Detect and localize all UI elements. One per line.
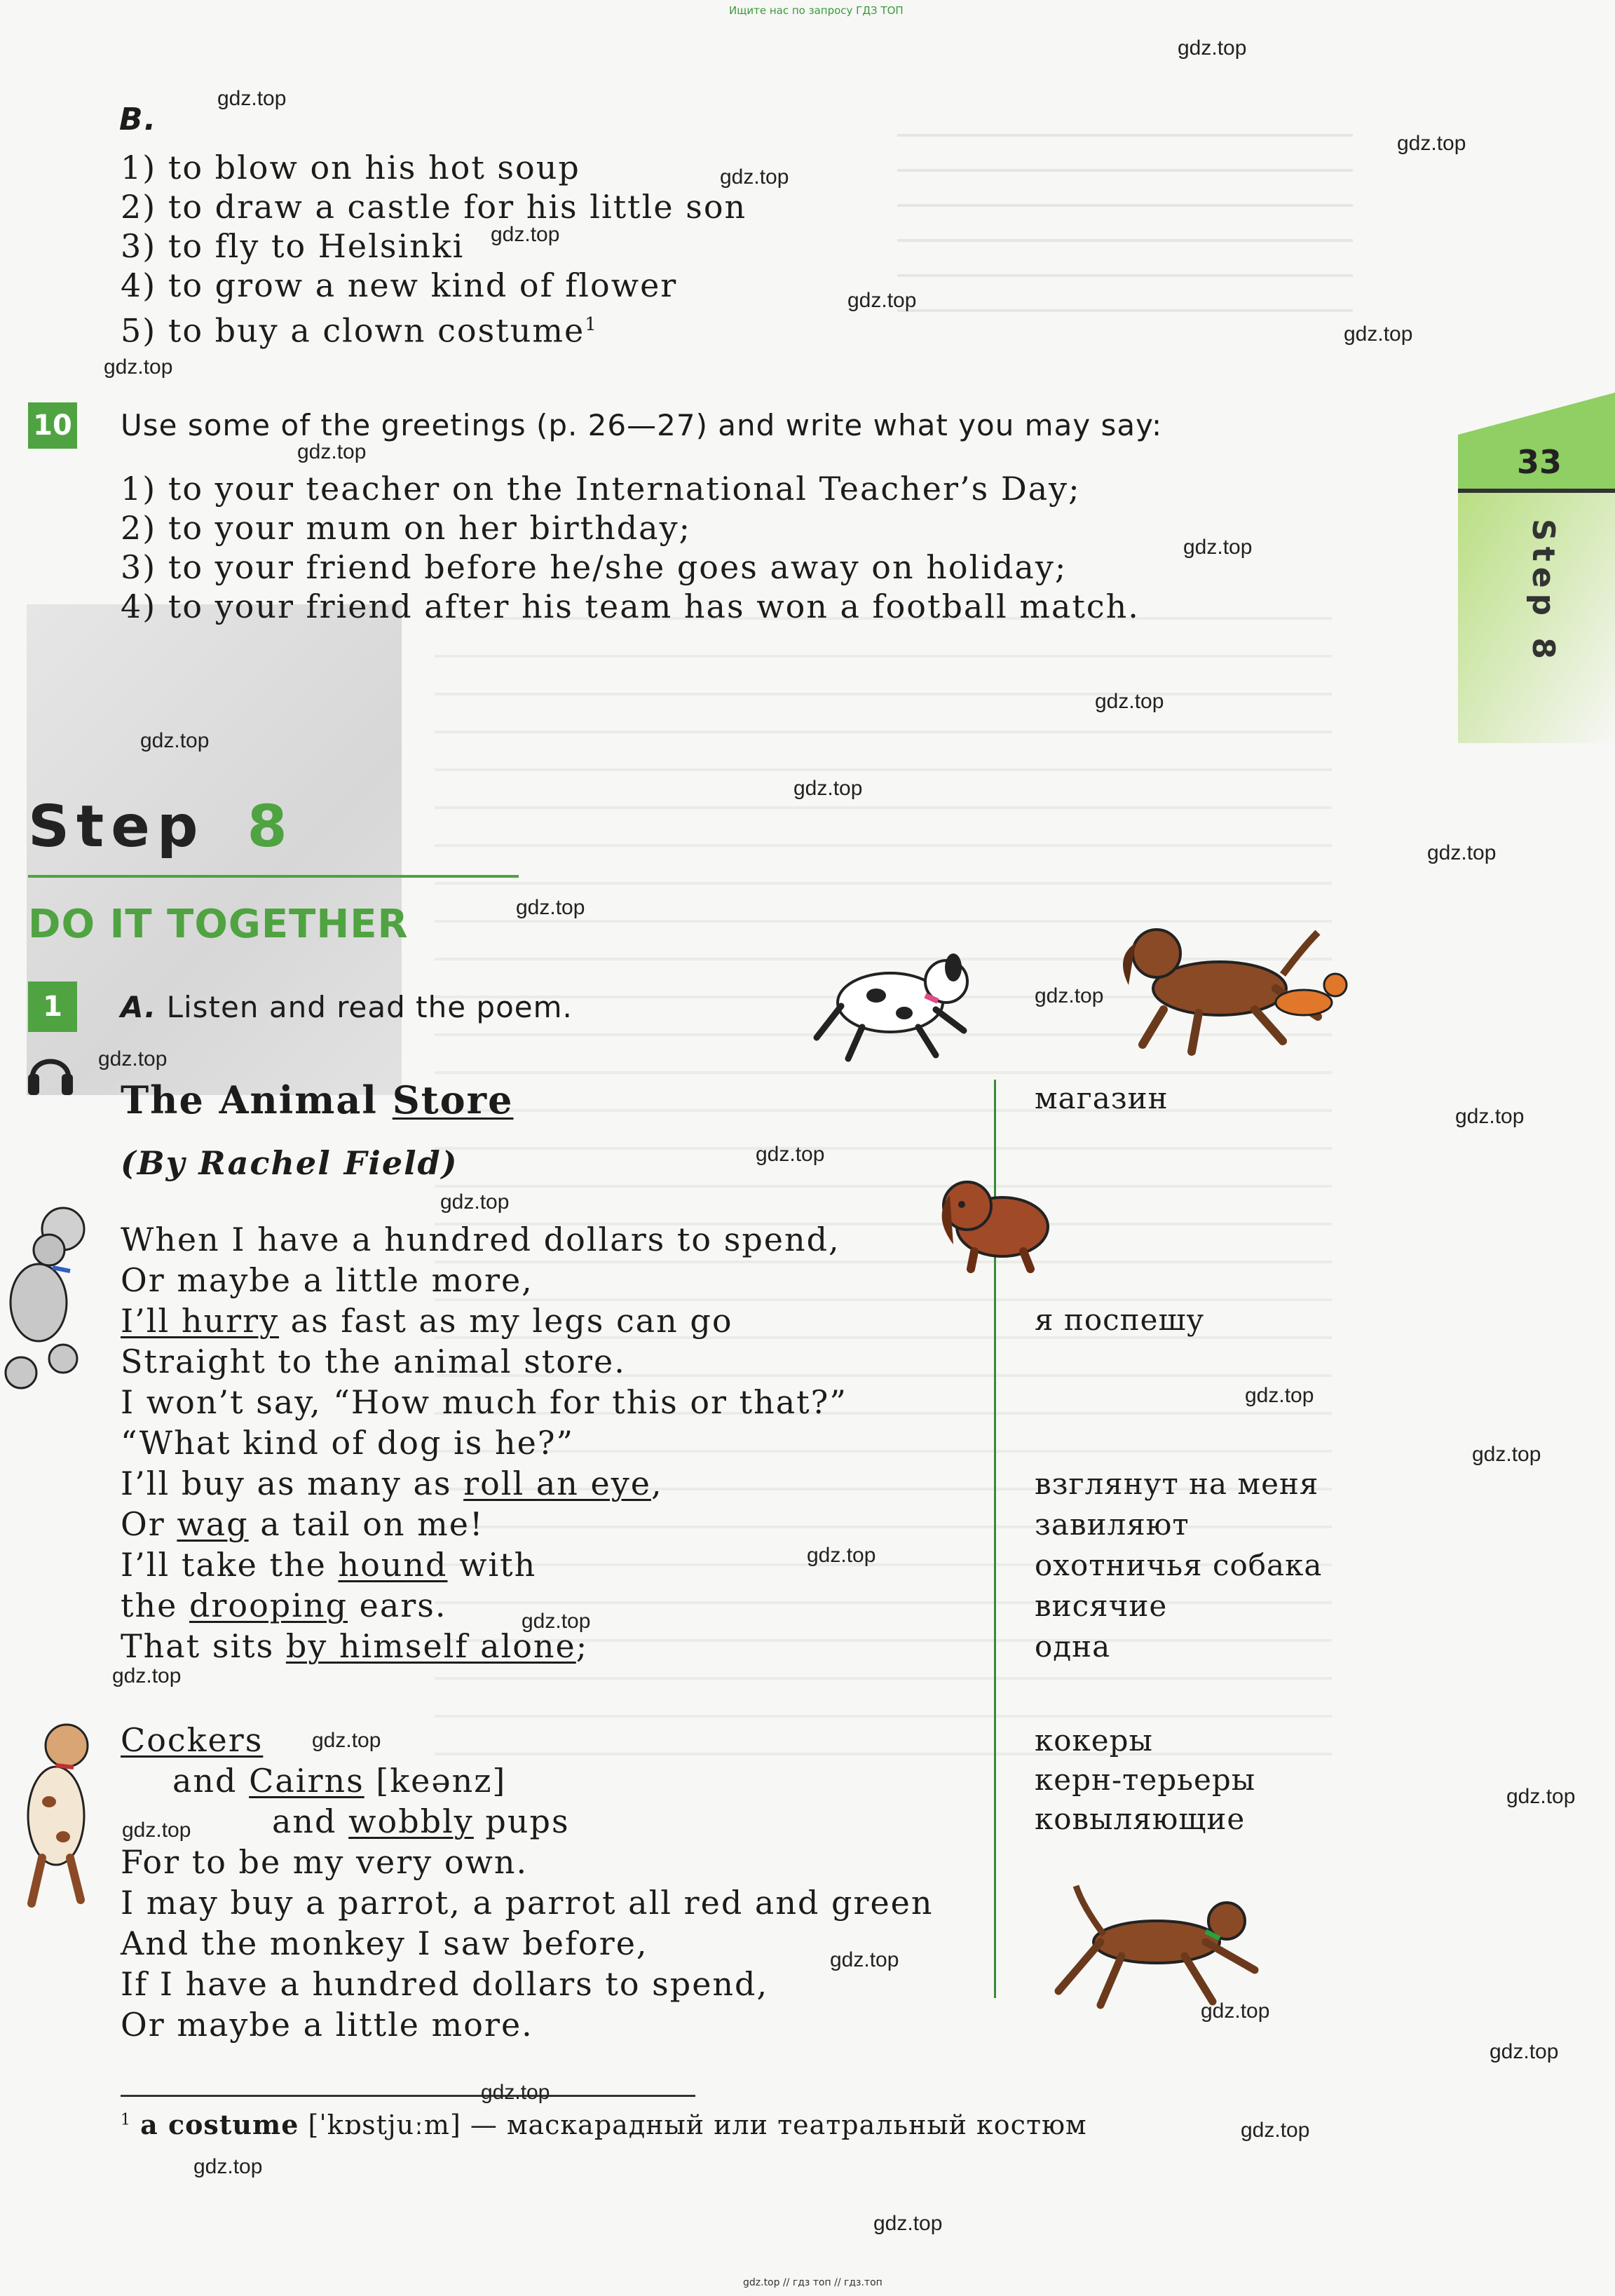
watermark: gdz.top [440, 1190, 510, 1214]
page-number: 33 [1517, 443, 1562, 481]
poem-line-8-start: Or [121, 1505, 177, 1543]
dalmatian-puppy-illustration [813, 939, 974, 1066]
watermark: gdz.top [1241, 2119, 1310, 2142]
gloss-hound: охотничья собака [1035, 1548, 1323, 1582]
poodle-illustration [0, 1197, 105, 1401]
poem-title [121, 1080, 513, 1120]
poem-line-11-start: That sits [121, 1627, 286, 1665]
watermark: gdz.top [847, 289, 917, 312]
exercise-10-item-4: 4) to your friend after his team has won a football match. [121, 587, 1140, 625]
watermark: gdz.top [793, 777, 863, 800]
poem-line-13 [172, 1760, 506, 1801]
bottom-note: gdz.top // гдз топ // гдз.топ [743, 2277, 883, 2288]
watermark: gdz.top [491, 223, 560, 246]
poem-line-11 [121, 1626, 588, 1666]
gloss-wag: завиляют [1035, 1507, 1190, 1542]
poem-line-14-start: and [272, 1802, 349, 1840]
running-hound-illustration [1044, 1872, 1269, 2012]
watermark: gdz.top [807, 1544, 876, 1567]
watermark: gdz.top [1095, 690, 1164, 713]
poem-line-3-rest: as fast as my legs can go [279, 1302, 733, 1340]
gloss-drooping: висячие [1035, 1589, 1168, 1623]
poem-word-wobbly: wobbly [348, 1802, 474, 1840]
poem-line-8 [121, 1504, 484, 1544]
watermark: gdz.top [1472, 1443, 1541, 1466]
watermark: gdz.top [98, 1047, 168, 1071]
poem-line-9 [121, 1544, 536, 1585]
footnote-number: 1 [121, 2111, 131, 2129]
poem-word-by-himself-alone: by himself alone [285, 1627, 576, 1665]
gloss-hurry: я поспешу [1035, 1303, 1205, 1337]
poem-line-13-end: [keənz] [364, 1762, 507, 1800]
gloss-roll-an-eye: взглянут на меня [1035, 1467, 1319, 1501]
footnote-text: [ˈkɒstjuːm] — маскарадный или театральный костюм [299, 2110, 1087, 2140]
poem-line-10-end: ears. [348, 1587, 447, 1624]
gloss-alone: одна [1035, 1629, 1111, 1664]
part-b-item-1: 1) to blow on his hot soup [121, 149, 580, 186]
gloss-cairns: керн-терьеры [1035, 1762, 1256, 1797]
dachshund-puppy-illustration [932, 1164, 1058, 1276]
poem-line-11-end: ; [575, 1627, 589, 1665]
poem-word-drooping: drooping [189, 1587, 348, 1624]
poem-word-hound: hound [338, 1546, 448, 1584]
step-word: Step [28, 794, 205, 860]
poem-line-7-start: I’ll buy as many as [121, 1465, 464, 1502]
poem-line-3 [121, 1300, 733, 1341]
poem-line-14-end: pups [473, 1802, 570, 1840]
poem-line-1: When I have a hundred dollars to spend, [121, 1221, 840, 1258]
poem-line-8-end: a tail on me! [248, 1505, 484, 1543]
brown-dogs-illustration [1093, 904, 1367, 1066]
poem-line-14 [272, 1801, 570, 1842]
watermark: gdz.top [104, 355, 173, 379]
poem-line-10 [121, 1585, 447, 1626]
step-heading [28, 794, 294, 860]
poem-line-2: Or maybe a little more, [121, 1261, 533, 1299]
poem-line-9-start: I’ll take the [121, 1546, 339, 1584]
part-b-item-3: 3) to fly to Helsinki [121, 227, 465, 265]
poem-line-15: For to be my very own. [121, 1843, 529, 1881]
watermark: gdz.top [312, 1729, 381, 1752]
footnote-ref: 1 [585, 314, 598, 335]
part-b-label: B. [119, 102, 158, 137]
poem-title-text: The Animal [121, 1078, 393, 1122]
watermark: gdz.top [1397, 132, 1466, 155]
watermark: gdz.top [756, 1143, 825, 1166]
watermark: gdz.top [522, 1610, 591, 1633]
watermark: gdz.top [112, 1664, 182, 1687]
poem-title-store: Store [392, 1078, 514, 1122]
gloss-cockers: кокеры [1035, 1723, 1153, 1758]
poem-line-10-start: the [121, 1587, 189, 1624]
exercise-1-label: A. [121, 990, 157, 1024]
exercise-1-text: Listen and read the poem. [166, 990, 573, 1024]
watermark: gdz.top [1183, 536, 1253, 559]
poem-line-6: “What kind of dog is he?” [121, 1424, 575, 1462]
poem-line-16: I may buy a parrot, a parrot all red and green [121, 1884, 934, 1922]
watermark: gdz.top [481, 2081, 550, 2104]
part-b-item-2: 2) to draw a castle for his little son [121, 188, 747, 226]
part-b-item-5 [121, 304, 598, 351]
top-note: Ищите нас по запросу ГДЗ ТОП [729, 4, 904, 17]
step-number: 8 [247, 794, 294, 860]
poem-word-hurry: I’ll hurry [121, 1302, 280, 1340]
watermark: gdz.top [297, 440, 367, 463]
exercise-10-instruction: Use some of the greetings (p. 26—27) and write what you may say: [121, 408, 1163, 442]
exercise-1-number: 1 [28, 981, 77, 1032]
footnote-word: a costume [140, 2109, 299, 2140]
watermark: gdz.top [516, 896, 585, 919]
page-tab-step-label: Step 8 [1525, 519, 1561, 665]
watermark: gdz.top [1035, 984, 1104, 1007]
exercise-10-number: 10 [28, 402, 77, 449]
watermark: gdz.top [122, 1819, 191, 1842]
watermark: gdz.top [1427, 841, 1497, 864]
poem-author: (By Rachel Field) [121, 1144, 458, 1182]
headphones-icon [27, 1046, 74, 1096]
poem-line-9-end: with [447, 1546, 537, 1584]
watermark: gdz.top [217, 87, 287, 110]
exercise-10-item-3: 3) to your friend before he/she goes away on holiday; [121, 548, 1068, 586]
section-heading: DO IT TOGETHER [28, 902, 409, 947]
watermark: gdz.top [1506, 1785, 1576, 1808]
watermark: gdz.top [1344, 322, 1413, 346]
poem-word-cockers: Cockers [121, 1721, 264, 1759]
watermark: gdz.top [720, 165, 789, 189]
page-tab [1458, 393, 1615, 743]
gloss-store: магазин [1035, 1081, 1168, 1115]
watermark: gdz.top [830, 1948, 899, 1971]
poem-word-roll-an-eye: roll an eye [463, 1465, 651, 1502]
poem-line-19: Or maybe a little more. [121, 2006, 533, 2044]
exercise-10-item-2: 2) to your mum on her birthday; [121, 509, 692, 547]
watermark: gdz.top [1455, 1105, 1525, 1128]
watermark: gdz.top [193, 2155, 263, 2178]
poem-line-7 [121, 1463, 663, 1504]
poem-line-17: And the monkey I saw before, [121, 1924, 648, 1962]
poem-line-4: Straight to the animal store. [121, 1343, 626, 1380]
exercise-10-item-1: 1) to your teacher on the International Teacher’s Day; [121, 470, 1081, 508]
poem-line-18: If I have a hundred dollars to spend, [121, 1965, 769, 2003]
step-divider [28, 875, 519, 878]
spotted-puppy-illustration [14, 1718, 105, 1914]
poem-line-12 [121, 1720, 263, 1760]
watermark: gdz.top [1245, 1384, 1314, 1407]
poem-word-wag: wag [177, 1505, 249, 1543]
footnote [121, 2109, 1087, 2140]
part-b-item-4: 4) to grow a new kind of flower [121, 266, 678, 304]
watermark: gdz.top [873, 2212, 943, 2235]
poem-line-7-end: , [650, 1465, 663, 1502]
watermark: gdz.top [1178, 36, 1247, 60]
gloss-wobbly: ковыляющие [1035, 1802, 1246, 1836]
poem-word-cairns: Cairns [249, 1762, 364, 1800]
watermark: gdz.top [140, 729, 210, 752]
exercise-1-instruction [121, 987, 573, 1028]
watermark: gdz.top [1201, 1999, 1270, 2023]
poem-line-13-start: and [172, 1762, 250, 1800]
poem-line-5: I won’t say, “How much for this or that?” [121, 1383, 847, 1421]
watermark: gdz.top [1490, 2040, 1559, 2063]
part-b-item-5-text: 5) to buy a clown costume [121, 311, 585, 350]
footnote-divider [121, 2095, 695, 2097]
